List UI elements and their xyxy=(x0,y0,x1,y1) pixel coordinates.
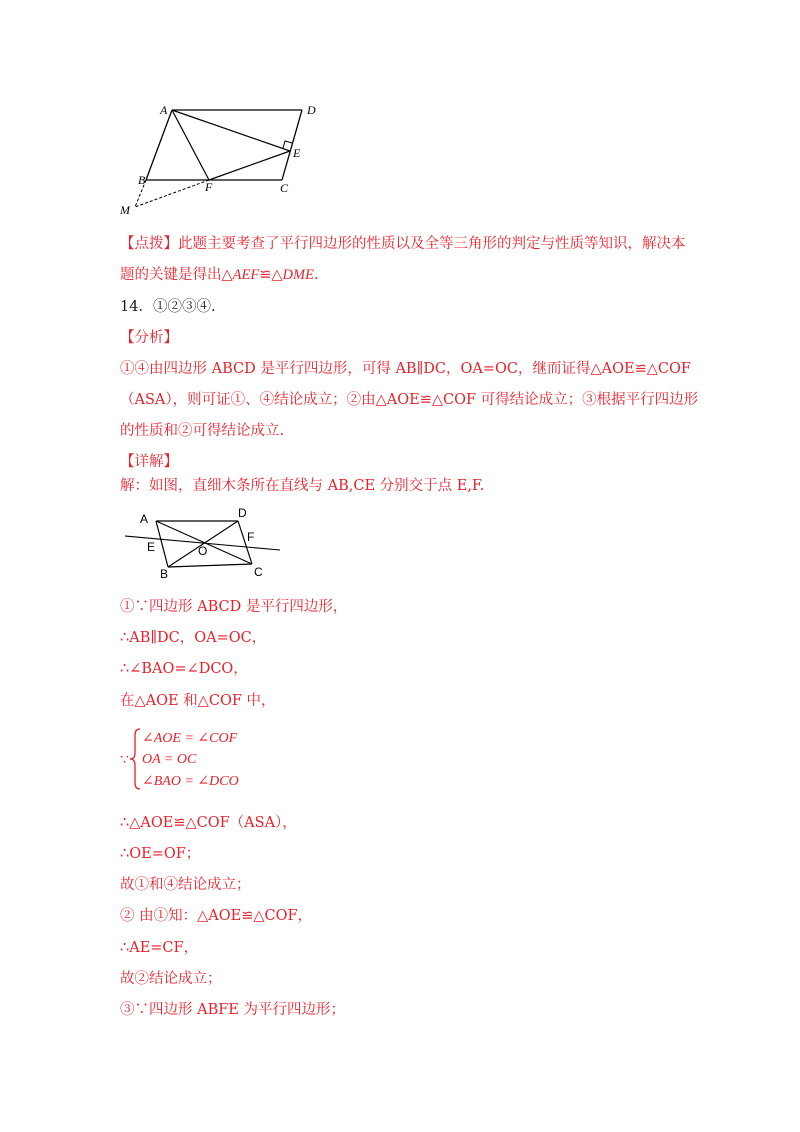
equation-2: OA = OC xyxy=(142,752,197,767)
step-11: ③∵四边形 ABFE 为平行四边形； xyxy=(120,1002,345,1018)
step-7: 故①和④结论成立； xyxy=(120,877,251,893)
figure-parallelogram-transversal xyxy=(120,506,290,584)
step-6: ∴OE=OF； xyxy=(120,846,201,862)
segment-ab xyxy=(156,521,168,567)
label-f: F xyxy=(247,530,255,544)
dianbo-line-1: 【点拨】此题主要考查了平行四边形的性质以及全等三角形的判定与性质等知识，解决本 xyxy=(120,236,686,252)
equation-1: ∠AOE = ∠COF xyxy=(142,731,238,746)
step-10: 故②结论成立； xyxy=(120,971,222,987)
label-c: C xyxy=(254,565,263,579)
segment-ae xyxy=(172,110,290,151)
figure-parallelogram-aefdme xyxy=(110,96,340,221)
label-e: E xyxy=(147,540,156,554)
segment-fe xyxy=(209,151,290,180)
label-d: D xyxy=(307,103,316,117)
step-1: ①∵四边形 ABCD 是平行四边形， xyxy=(120,599,348,615)
segment-bc xyxy=(168,564,252,567)
label-m: M xyxy=(120,203,130,217)
segment-ab xyxy=(146,110,172,180)
analysis-line-1: ①④由四边形 ABCD 是平行四边形，可得 AB∥DC，OA=OC，继而证得△AOE≌△COF xyxy=(120,361,691,377)
because-symbol: ∵ xyxy=(120,753,129,768)
step-8: ② 由①知：△AOE≌△COF， xyxy=(120,908,313,924)
equation-3: ∠BAO = ∠DCO xyxy=(142,774,239,789)
label-f: F xyxy=(205,180,213,194)
solution-intro: 解：如图，直细木条所在直线与 AB,CE 分别交于点 E,F. xyxy=(120,478,485,494)
fenxi-heading: 【分析】 xyxy=(120,330,178,346)
step-3: ∴∠BAO=∠DCO， xyxy=(120,661,248,677)
step-9: ∴AE=CF， xyxy=(120,940,199,956)
label-o: O xyxy=(198,544,208,558)
analysis-line-2: （ASA），则可证①、④结论成立；②由△AOE≌△COF 可得结论成立；③根据平行四边形 xyxy=(120,392,699,408)
step-5: ∴△AOE≌△COF（ASA）， xyxy=(120,815,297,831)
label-d: D xyxy=(238,506,247,520)
segment-dc xyxy=(282,110,302,180)
step-2: ∴AB∥DC，OA=OC， xyxy=(120,630,267,646)
question-14-answer: 14．①②③④. xyxy=(120,299,216,315)
segment-fm xyxy=(135,180,209,207)
label-b: B xyxy=(138,173,146,187)
label-a: A xyxy=(160,103,168,117)
step-4: 在△AOE 和△COF 中， xyxy=(120,693,276,709)
label-c: C xyxy=(280,181,289,195)
analysis-line-3: 的性质和②可得结论成立. xyxy=(120,423,285,439)
dianbo-line-2: 题的关键是得出△AEF≌△DME. xyxy=(120,267,319,283)
label-e: E xyxy=(293,146,301,160)
label-a: A xyxy=(140,512,149,526)
xiangjie-heading: 【详解】 xyxy=(120,454,178,470)
left-brace xyxy=(130,729,140,789)
label-b: B xyxy=(160,567,169,581)
right-angle-mark xyxy=(283,141,292,148)
equation-system xyxy=(120,726,320,792)
